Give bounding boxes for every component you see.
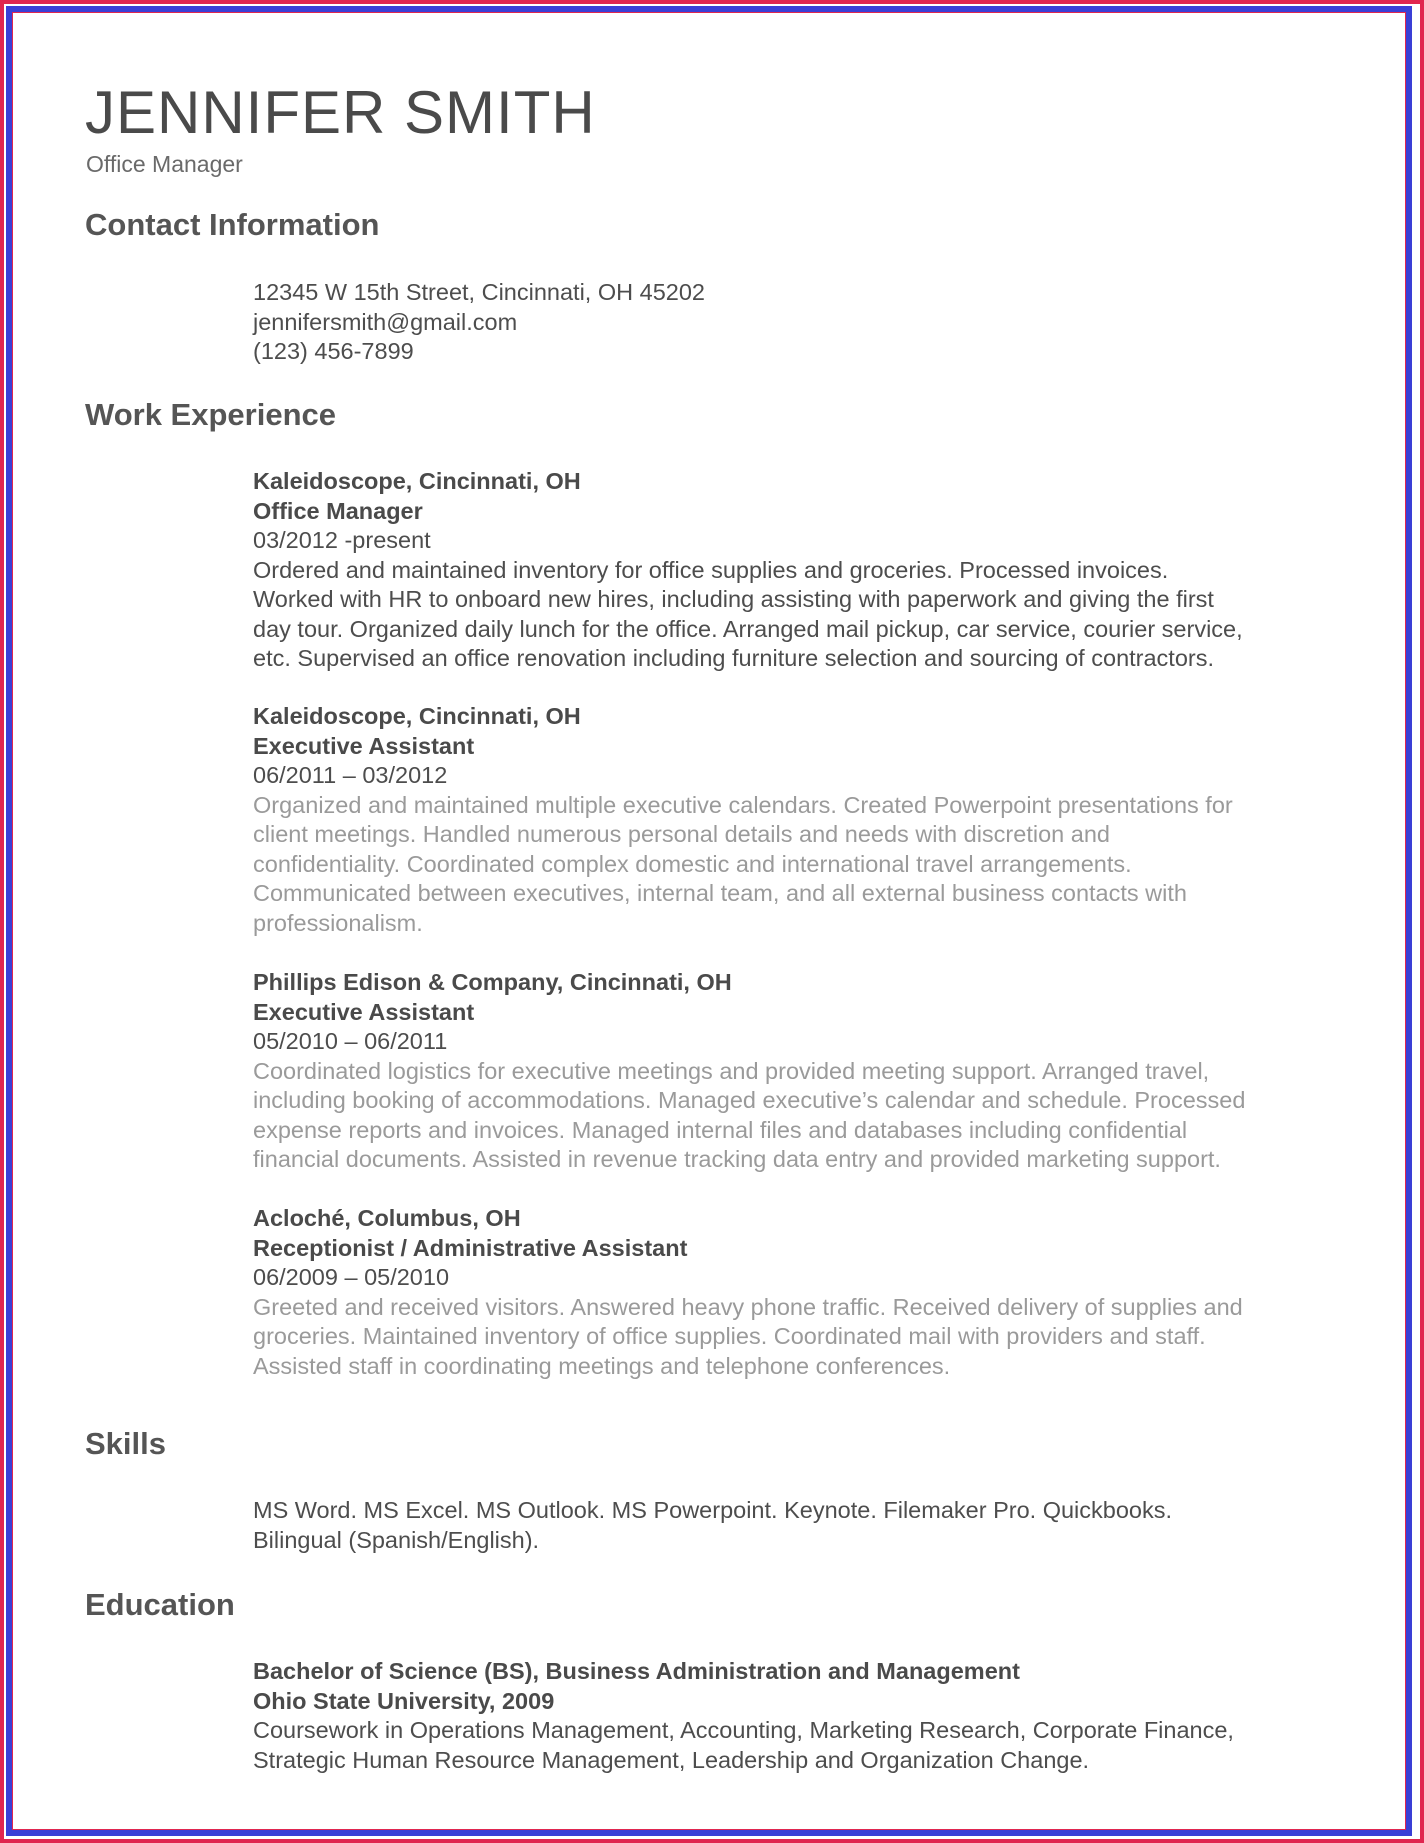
work-heading: Work Experience: [85, 397, 336, 432]
job-description-line: etc. Supervised an office renovation including furniture selection and sourcing of contractors.: [253, 645, 1215, 671]
job-description-line: Organized and maintained multiple executive calendars. Created Powerpoint presentations for: [253, 791, 1233, 818]
skills-block: [253, 1496, 1363, 1555]
contact-phone: (123) 456-7899: [253, 338, 414, 364]
job-role: Executive Assistant: [253, 732, 475, 759]
education-coursework-line: Coursework in Operations Management, Accounting, Marketing Research, Corporate Finance,: [253, 1717, 1234, 1743]
job-description-line: Ordered and maintained inventory for office supplies and groceries. Processed invoices.: [253, 556, 1169, 583]
job-description-line: Communicated between executives, internal team, and all external business contacts with: [253, 880, 1187, 906]
job-description-line: groceries. Maintained inventory of office supplies. Coordinated mail with providers and staff.: [253, 1323, 1206, 1349]
contact-email: jennifersmith@gmail.com: [253, 308, 518, 335]
job-description-line: Coordinated logistics for executive meetings and provided meeting support. Arranged travel,: [253, 1057, 1210, 1084]
job-dates: 03/2012 -present: [253, 527, 431, 553]
contact-address: 12345 W 15th Street, Cincinnati, OH 45202: [253, 279, 705, 305]
job-description-line: financial documents. Assisted in revenue tracking data entry and provided marketing support.: [253, 1146, 1221, 1172]
job-role: Executive Assistant: [253, 998, 475, 1025]
education-heading: Education: [85, 1587, 235, 1622]
job-role: Office Manager: [253, 497, 423, 524]
resume-title: Office Manager: [86, 151, 243, 177]
job-dates: 06/2009 – 05/2010: [253, 1264, 450, 1290]
job-description-line: confidentiality. Coordinated complex domestic and international travel arrangements.: [253, 850, 1132, 877]
job-entry: [253, 1204, 1363, 1381]
job-description-line: Worked with HR to onboard new hires, including assisting with paperwork and giving the first: [253, 586, 1214, 612]
job-dates: 06/2011 – 03/2012: [253, 762, 448, 788]
job-company: Acloché, Columbus, OH: [253, 1205, 521, 1231]
job-description-line: client meetings. Handled numerous personal details and needs with discretion and: [253, 821, 1110, 847]
job-role: Receptionist / Administrative Assistant: [253, 1234, 688, 1261]
education-block: [253, 1657, 1363, 1775]
job-company: Kaleidoscope, Cincinnati, OH: [253, 468, 581, 494]
job-description-line: Greeted and received visitors. Answered heavy phone traffic. Received delivery of supplies and: [253, 1293, 1243, 1320]
job-description-line: day tour. Organized daily lunch for the office. Arranged mail pickup, car service, courier service,: [253, 615, 1243, 642]
job-entry: [253, 968, 1363, 1175]
job-description-line: expense reports and invoices. Managed internal files and databases including confidential: [253, 1116, 1188, 1143]
job-description-line: including booking of accommodations. Managed executive’s calendar and schedule. Processed: [253, 1087, 1246, 1113]
education-school: Ohio State University, 2009: [253, 1687, 555, 1714]
education-degree: Bachelor of Science (BS), Business Administration and Management: [253, 1658, 1020, 1684]
contact-heading: Contact Information: [85, 207, 380, 242]
skills-heading: Skills: [85, 1426, 166, 1461]
contact-block: [253, 278, 1363, 367]
job-description-line: Assisted staff in coordinating meetings and telephone conferences.: [253, 1352, 951, 1379]
job-description-line: professionalism.: [253, 909, 423, 936]
job-entry: [253, 467, 1363, 674]
resume-name: JENNIFER SMITH: [85, 79, 596, 146]
skills-line: Bilingual (Spanish/English).: [253, 1526, 540, 1553]
job-entry: [253, 702, 1363, 938]
job-dates: 05/2010 – 06/2011: [253, 1028, 448, 1054]
skills-line: MS Word. MS Excel. MS Outlook. MS Powerpoint. Keynote. Filemaker Pro. Quickbooks.: [253, 1497, 1173, 1523]
job-company: Kaleidoscope, Cincinnati, OH: [253, 703, 581, 729]
job-company: Phillips Edison & Company, Cincinnati, OH: [253, 969, 732, 995]
education-coursework-line: Strategic Human Resource Management, Leadership and Organization Change.: [253, 1746, 1090, 1773]
